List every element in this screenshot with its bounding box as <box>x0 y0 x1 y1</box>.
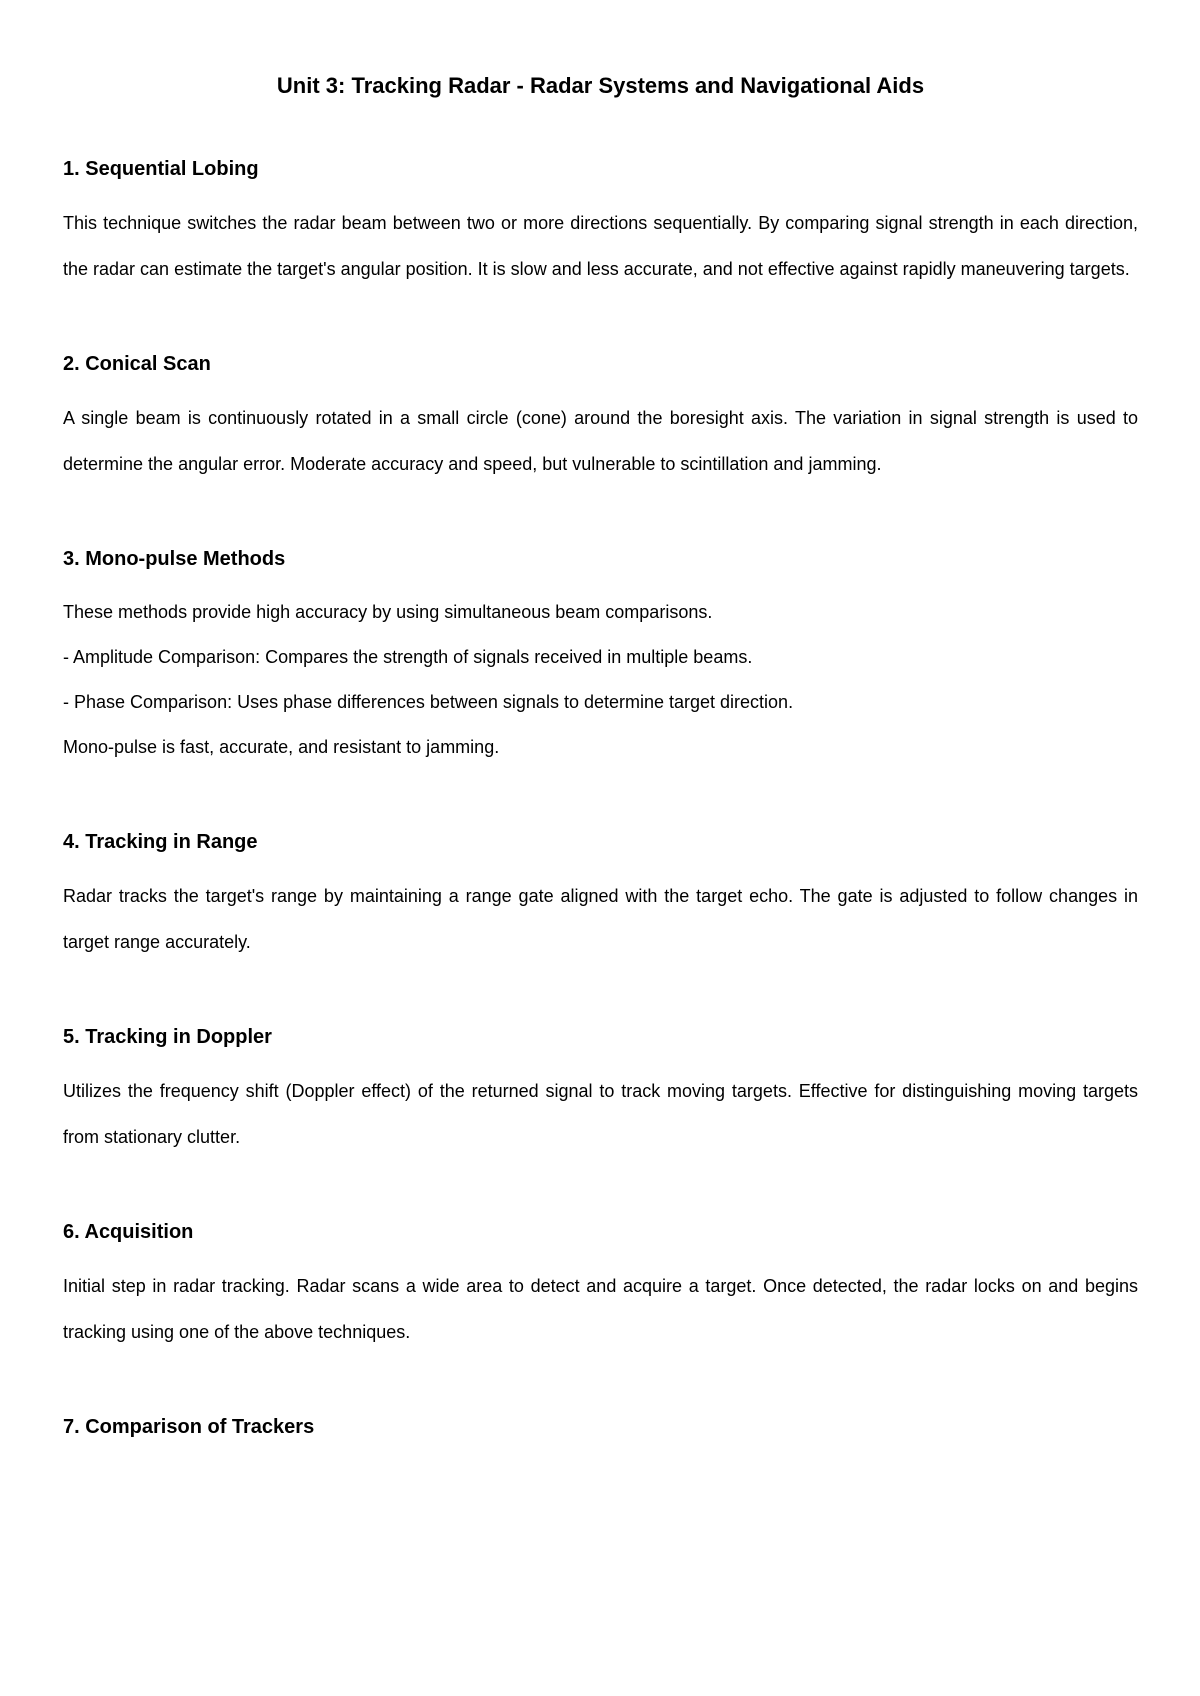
section-paragraph-sequential-lobing: This technique switches the radar beam between two or more directions sequentially. By comparing signal strength in each direction, the radar can estimate the target's angular position. It is slow and less accurate, and not effective against rapidly maneuvering targets. <box>63 213 1138 279</box>
section-paragraph-acquisition: Initial step in radar tracking. Radar scans a wide area to detect and acquire a target. Once detected, the radar locks on and begins tracking using one of the above techniques. <box>63 1276 1138 1342</box>
section-heading-tracking-in-range: 4. Tracking in Range <box>63 831 258 853</box>
section-paragraph-conical-scan: A single beam is continuously rotated in a small circle (cone) around the boresight axis. The variation in signal strength is used to determine the angular error. Moderate accuracy and speed, but vulnerable to scintillation and jamming. <box>63 408 1138 474</box>
section-paragraph-tracking-in-range: Radar tracks the target's range by maintaining a range gate aligned with the target echo. The gate is adjusted to follow changes in target range accurately. <box>63 886 1138 952</box>
mono-pulse-amplitude-line: - Amplitude Comparison: Compares the strength of signals received in multiple beams. <box>63 647 753 667</box>
section-paragraph-tracking-in-doppler: Utilizes the frequency shift (Doppler effect) of the returned signal to track moving targets. Effective for distinguishing moving targets from stationary clutter. <box>63 1081 1138 1147</box>
section-heading-comparison-of-trackers: 7. Comparison of Trackers <box>63 1416 315 1438</box>
document-title: Unit 3: Tracking Radar - Radar Systems and Navigational Aids <box>276 73 925 98</box>
mono-pulse-summary-line: Mono-pulse is fast, accurate, and resistant to jamming. <box>63 737 500 757</box>
section-heading-tracking-in-doppler: 5. Tracking in Doppler <box>63 1026 272 1048</box>
section-heading-conical-scan: 2. Conical Scan <box>63 353 211 375</box>
mono-pulse-intro-line: These methods provide high accuracy by using simultaneous beam comparisons. <box>63 602 713 622</box>
section-heading-sequential-lobing: 1. Sequential Lobing <box>63 158 259 180</box>
section-body-mono-pulse-methods <box>63 590 1138 770</box>
section-heading-mono-pulse-methods: 3. Mono-pulse Methods <box>63 548 286 570</box>
section-heading-acquisition: 6. Acquisition <box>63 1221 194 1243</box>
mono-pulse-phase-line: - Phase Comparison: Uses phase differences between signals to determine target direction. <box>63 692 794 712</box>
